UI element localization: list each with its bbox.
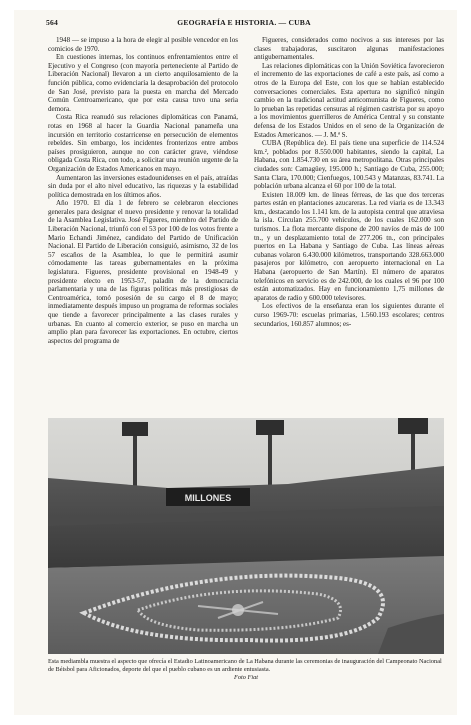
- left-text-column: [48, 36, 238, 416]
- paragraph: Costa Rica reanudó sus relaciones diplomáticas con Panamá, rotas en 1968 al hacer la Guardia Nacional panameña una incursión en territorio costarricense en persecución de elementos rebeldes. Sin embargo, los incidentes fronterizos entre ambos países prosiguieron, aunque no con carácter grave, viéndose obligada Costa Rica, con todo, a solicitar una reunión urgente de la Organización de Estados Americanos en mayo.: [48, 113, 238, 173]
- photo-credit: Foto Fiat: [234, 674, 258, 682]
- running-header: [46, 18, 442, 30]
- book-page: [14, 10, 457, 715]
- running-title: GEOGRAFÍA E HISTORIA. — CUBA: [177, 18, 311, 27]
- stadium-photo: [48, 418, 444, 654]
- paragraph: Existen 18.009 km. de líneas férreas, de las que dos terceras partes están en plantaciones azucareras. La red viaria es de 13.343 km., destacando los 1.141 km. de la autopista central que atraviesa la isla. Circulan 255.700 vehículos, de los cuales 162.000 son turismos. La flota mercante dispone de 200 navíos de más de 100 tn., y un desplazamiento total de 277.206 tn., con principales puertos en La Habana y Santiago de Cuba. Las líneas aéreas cubanas volaron 6.430.000 kilómetros, transportando 328.663.000 pasajeros por kilómetro, con aeropuerto internacional en La Habana (aeropuerto de San Martín). El número de aparatos telefónicos en servicio es de 242.000, de los cuales el 96 por 100 están automatizados. Hay en funcionamiento 1,75 millones de aparatos de radio y 600.000 televisores.: [254, 190, 444, 302]
- paragraph: En cuestiones internas, los continuos enfrentamientos entre el Ejecutivo y el Congreso (con mayoría perteneciente al Partido de Liberación Nacional) llevaron a un cierto anquilosamiento de la función pública, como evidenciaría la desaprobación del protocolo de San José, previsto para la puesta en marcha del Mercado Común Centroamericano, que por esta causa tuvo una seria demora.: [48, 53, 238, 113]
- scoreboard: [166, 488, 250, 506]
- paragraph: Aumentaron las inversiones estadounidenses en el país, atraídas sin duda por el alto nivel educativo, las riquezas y la estabilidad política demostrada en los últimos años.: [48, 173, 238, 199]
- right-text-column: [254, 36, 444, 416]
- paragraph: Los efectivos de la enseñanza eran los siguientes durante el curso 1969-70: escuelas primarias, 1.560.193 escolares; centros secundarios, 160.857 alumnos; es-: [254, 302, 444, 328]
- page-number: 564: [46, 18, 58, 27]
- paragraph: Figueres, considerados como nocivos a sus intereses por las clases trabajadoras, suscitaron algunas manifestaciones antigubernamentales.: [254, 36, 444, 62]
- paragraph: Año 1970. El día 1 de febrero se celebraron elecciones generales para designar el nuevo presidente y renovar la totalidad de la Asamblea Legislativa. José Figueres, miembro del Partido de Liberación Nacional, triunfó con el 53 por 100 de los votos frente a Mario Echandi Jiménez, candidato del Partido de Unificación Nacional. El Partido de Liberación consiguió, asimismo, 32 de los 57 escaños de la Asamblea, lo que le permitirá asumir cómodamente las tareas gubernamentales en la próxima legislatura. Figueres, presidente provisional en 1948-49 y presidente electo en 1953-57, paladín de la democracia parlamentaria y una de las figuras políticas más prestigiosas de Centroamérica, tomó posesión de su cargo el 8 de mayo; inmediatamente después impuso un programa de reformas sociales que tiende a favorecer principalmente a las clases rurales y urbanas. En cuanto al comercio exterior, se puso en marcha un amplio plan para favorecer las exportaciones. En octubre, ciertos aspectos del programa de: [48, 199, 238, 345]
- caption-text: Esta mediambla muestra el aspecto que ofrecía el Estadio Latinoamericano de La Habana durante las ceremonias de inauguración del Campeonato Nacional de Béisbol para Aficionados, deporte del que el pueblo cubano es un ardiente entusiasta.: [48, 658, 442, 673]
- paragraph: Las relaciones diplomáticas con la Unión Soviética favorecieron el incremento de las exportaciones de café a este país, así como a otros de la Europa del Este, con los que se habían establecido conversaciones comerciales. Esta apertura no significó ningún cambio en la tradicional actitud anticomunista de Figueres, como lo prueban las repetidas censuras al régimen castrista por su apoyo a los movimientos guerrilleros de América Central y su constante defensa de los Estados Unidos en el seno de la Organización de Estados Americanos. — J. M.ª S.: [254, 61, 444, 139]
- stadium-illustration: [48, 418, 444, 654]
- photo-caption: [48, 658, 444, 682]
- paragraph: CUBA (República de). El país tiene una superficie de 114.524 km.², poblados por 8.550.000 habitantes, siendo la capital, La Habana, con 1.854.730 en su área metropolitana. Otras principales ciudades son: Camagüey, 195.000 h.; Santiago de Cuba, 255.000; Santa Clara, 170.000; Cienfuegos, 100.543 y Matanzas, 83.741. La población urbana alcanza el 60 por 100 de la total.: [254, 139, 444, 191]
- scoreboard-text: MILLONES: [184, 493, 232, 503]
- paragraph: 1948 — se impuso a la hora de elegir al posible vencedor en los comicios de 1970.: [48, 36, 238, 53]
